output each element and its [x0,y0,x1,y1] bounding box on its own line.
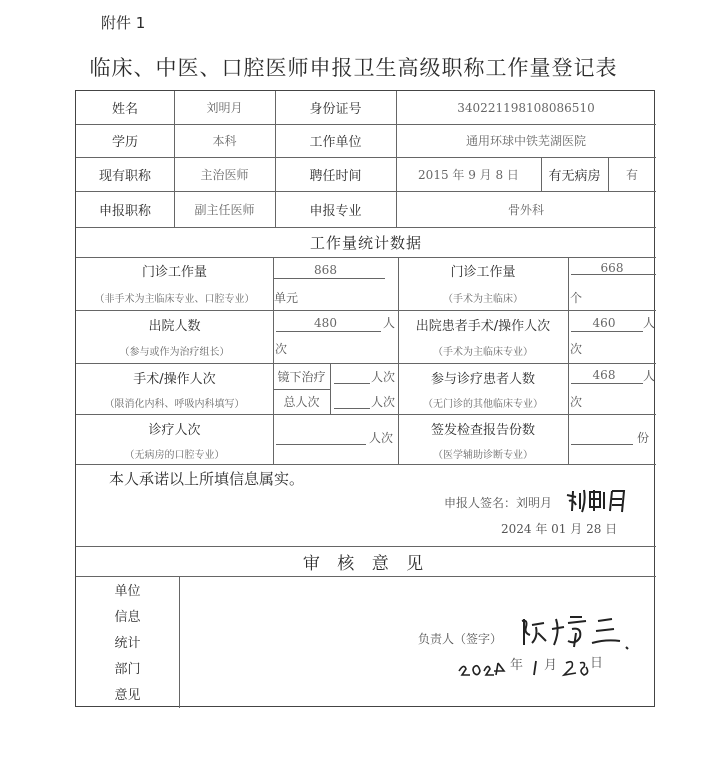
svg-text:日: 日 [590,656,604,671]
apply-major-value[interactable]: 骨外科 [507,202,544,217]
name-value[interactable]: 刘明月 [206,101,243,115]
svg-text:年: 年 [510,658,524,673]
outpatient-value[interactable]: 868 [314,263,337,277]
treatment-note: （无病房的口腔专业） [124,449,225,461]
work-unit-value[interactable]: 通用环球中铁芜湖医院 [465,134,586,148]
pledge-text: 本人承诺以上所填信息属实。 [109,470,305,488]
apply-title-value[interactable]: 副主任医师 [194,202,255,217]
hire-date-value[interactable]: 2015 年 9 月 8 日 [418,167,519,182]
consult-unit: 人 [642,368,655,383]
outpatient-label: 门诊工作量 [141,265,207,280]
name-label: 姓名 [111,102,138,117]
outpatient-surgical-note: （手术为主临床） [443,293,523,305]
discharge-note: （参与或作为治疗组长） [119,347,230,358]
id-value[interactable]: 340221198108086510 [457,100,595,115]
review-dept-label: 单位 信息 统计 部门 意见 [114,584,141,703]
page-title: 临床、中医、口腔医师申报卫生高级职称工作量登记表 [89,56,618,80]
education-value[interactable]: 本科 [212,134,237,148]
attachment-label: 附件 1 [101,14,146,32]
consult-note: （无门诊的其他临床专业） [423,399,543,410]
review-date-handwritten [454,649,614,679]
procedure-note: （限消化内科、呼吸内科填写） [104,399,245,410]
review-title: 审 核 意 见 [302,553,430,574]
signer-name: 刘明月 [516,496,553,510]
outpatient-surgical-value[interactable]: 668 [600,261,624,275]
pledge-date: 2024 年 01 月 28 日 [501,522,618,536]
stats-section-title: 工作量统计数据 [309,233,422,252]
work-unit-label: 工作单位 [309,135,362,150]
signer-label: 申报人签名： [444,496,517,510]
current-title-value[interactable]: 主治医师 [200,167,249,182]
treatment-label: 诊疗人次 [148,422,201,438]
consult-label: 参与诊疗患者人数 [430,371,535,387]
consult-value[interactable]: 468 [592,368,616,382]
ward-label: 有无病房 [548,168,601,184]
surgery-patients-unit-2: 次 [569,341,582,356]
responsible-label: 负责人（签字） [418,632,503,646]
apply-major-label: 申报专业 [309,203,362,219]
procedure-label: 手术/操作人次 [133,371,216,387]
report-note: （医学辅助诊断专业） [433,449,533,461]
outpatient-note: （非手术为主临床专业、口腔专业） [94,293,255,305]
total-unit: 人次 [370,395,395,409]
apply-title-label: 申报职称 [98,203,151,219]
consult-unit-2: 次 [569,395,582,409]
svg-text:月: 月 [544,658,558,673]
endoscopy-unit: 人次 [370,369,395,384]
current-title-label: 现有职称 [98,168,151,184]
applicant-signature [564,487,634,515]
outpatient-surgical-label: 门诊工作量 [450,265,516,280]
endoscopy-label: 镜下治疗 [277,369,326,384]
id-label: 身份证号 [309,102,362,117]
discharge-label: 出院人数 [148,318,201,334]
registration-form [75,90,655,707]
reviewer-signature [516,611,636,651]
ward-value[interactable]: 有 [625,167,638,182]
treatment-unit: 人次 [368,430,393,445]
discharge-value[interactable]: 480 [314,315,337,330]
education-label: 学历 [111,135,138,150]
total-label: 总人次 [283,395,320,409]
surgery-patients-unit: 人 [642,316,655,330]
surgery-patients-value[interactable]: 460 [592,315,616,330]
discharge-unit: 人 [382,316,395,330]
outpatient-surgical-unit: 个 [569,290,582,305]
outpatient-unit: 单元 [273,290,298,305]
report-label: 签发检查报告份数 [430,422,535,438]
report-unit: 份 [636,430,649,445]
hire-date-label: 聘任时间 [309,168,362,184]
surgery-patients-note: （手术为主临床专业） [433,347,533,358]
discharge-unit-2: 次 [274,341,287,356]
surgery-patients-label: 出院患者手术/操作人次 [415,318,551,334]
